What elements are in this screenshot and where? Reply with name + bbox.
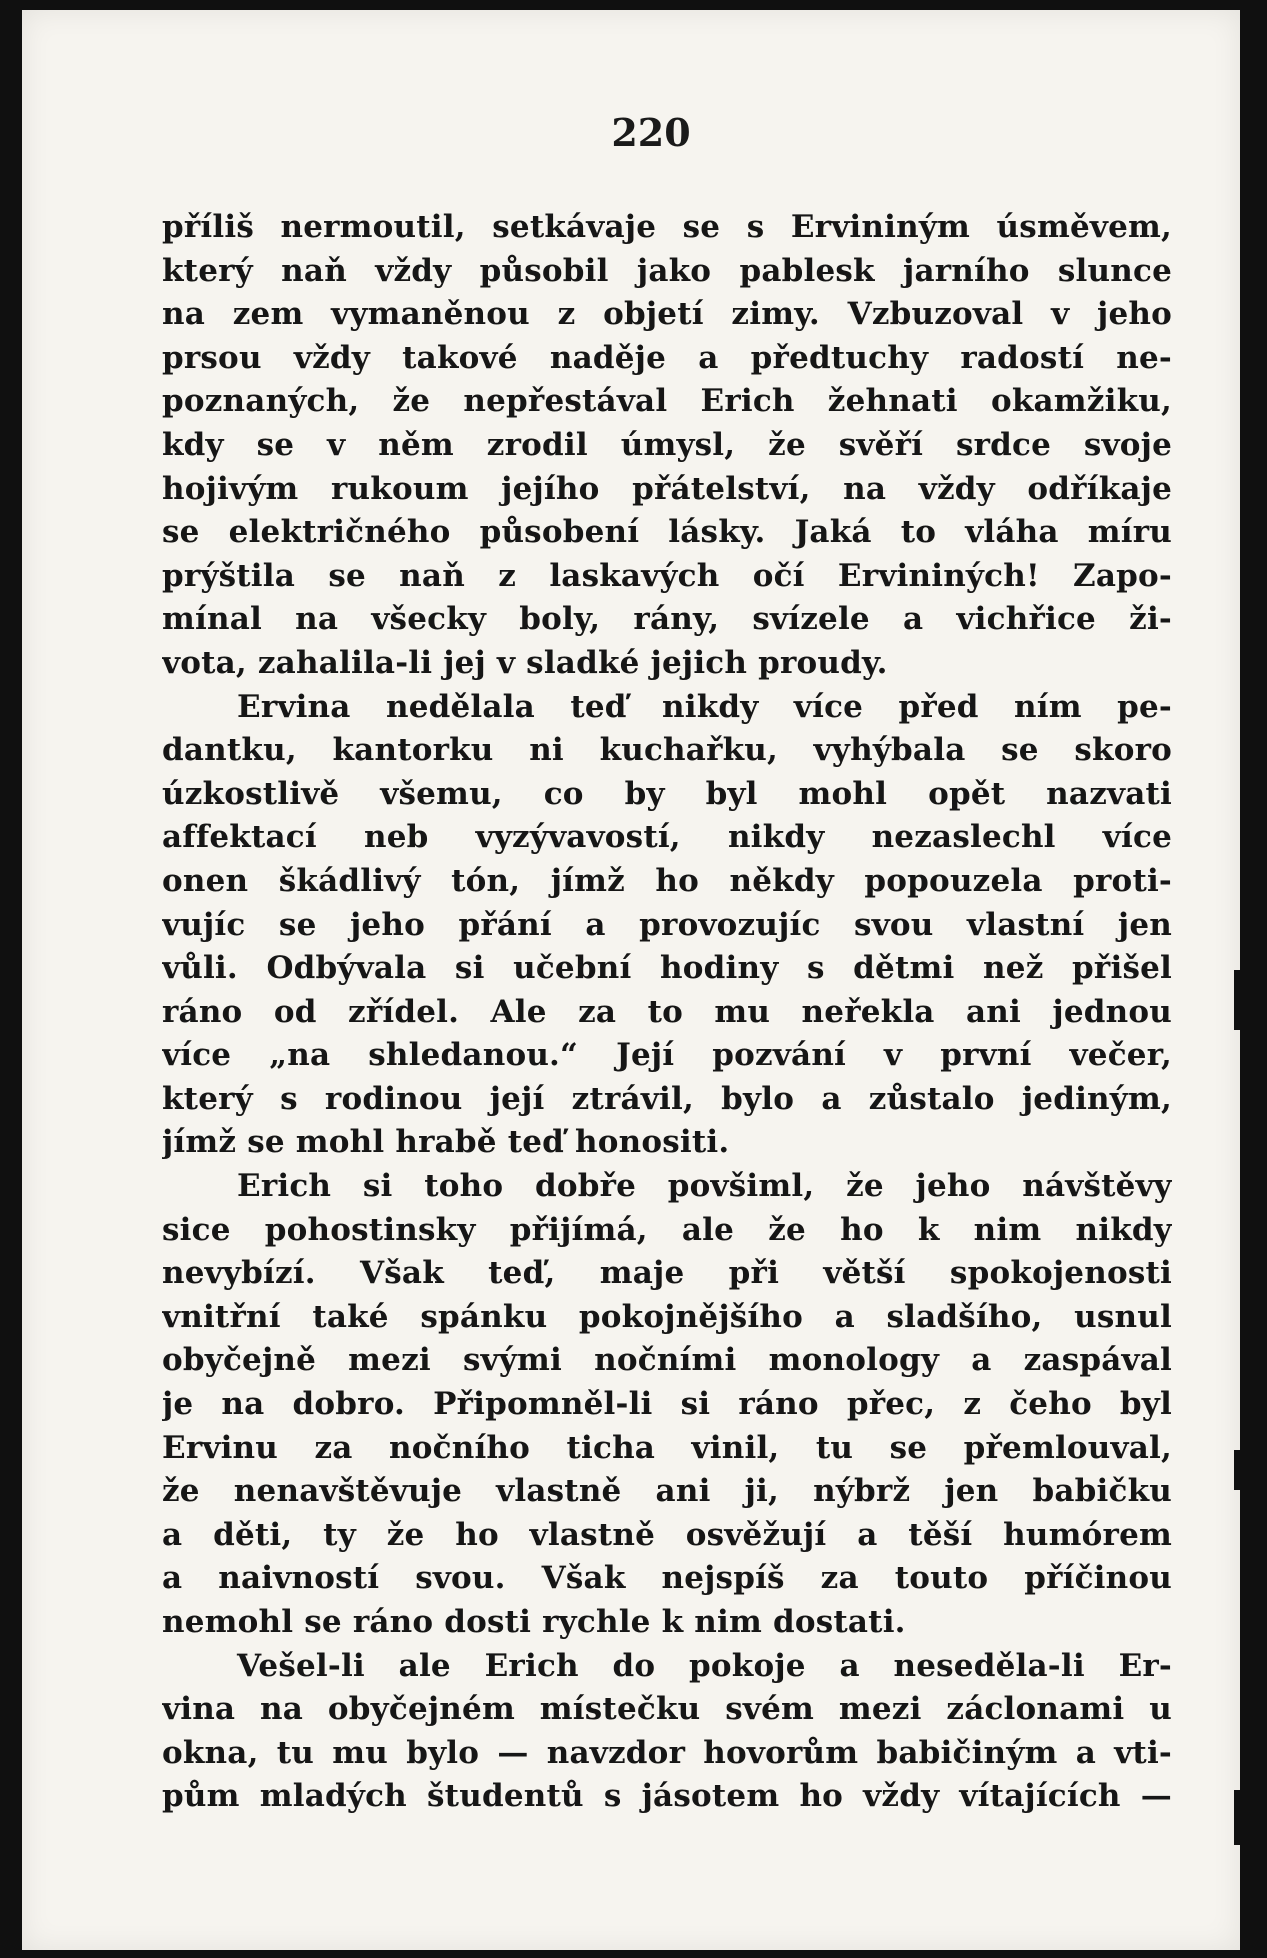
text-line: na zem vymaněnou z objetí zimy. Vzbuzoval v jeho [162,296,1172,333]
text-line: pům mladých študentů s jásotem ho vždy vítajících — [162,1778,1172,1815]
text-line: že nenavštěvuje vlastně ani ji, nýbrž jen babičku [162,1473,1172,1510]
text-line: příliš nermoutil, setkávaje se s Ervininým úsměvem, [162,209,1172,245]
text-line: úzkostlivě všemu, co by byl mohl opět nazvati [162,775,1172,812]
scan-edge-mark [1234,970,1240,1030]
text-line: je na dobro. Připomněl-li si ráno přec, z čeho byl [162,1386,1172,1423]
body-text [162,206,1172,1819]
text-line: Erich si toho dobře povšiml, že jeho návštěvy [237,1168,1172,1205]
text-line: vina na obyčejném místečku svém mezi záclonami u [162,1691,1172,1728]
text-line: obyčejně mezi svými nočními monology a zaspával [162,1342,1172,1379]
scan-edge-mark [1234,1450,1240,1490]
scan-edge-mark [1234,1790,1240,1845]
text-line: Ervina nedělala teď nikdy více před ním pe- [237,688,1172,725]
text-line: Vešel-li ale Erich do pokoje a neseděla-li Er- [237,1647,1172,1684]
text-line: onen škádlivý tón, jímž ho někdy popouzela proti- [162,862,1172,899]
text-line: ráno od zřídel. Ale za to mu neřekla ani jednou [162,993,1172,1030]
text-line: kdy se v něm zrodil úmysl, že svěří srdce svoje [162,426,1172,463]
text-line: a děti, ty že ho vlastně osvěžují a těší humórem [162,1516,1172,1553]
text-line: prsou vždy takové naděje a předtuchy radostí ne- [162,339,1172,376]
text-line: affektací neb vyzývavostí, nikdy nezaslechl více [162,819,1172,856]
text-line: Ervinu za nočního ticha vinil, tu se přemlouval, [162,1429,1172,1466]
text-line: okna, tu mu bylo — navzdor hovorům babičiným a vti- [162,1734,1172,1771]
text-line: nevybízí. Však teď, maje při větší spokojenosti [162,1255,1172,1292]
book-page [22,10,1240,1950]
text-line: vnitřní také spánku pokojnějšího a sladšího, usnul [162,1298,1172,1335]
text-line: sice pohostinsky přijímá, ale že ho k nim nikdy [162,1211,1172,1248]
text-line: poznaných, že nepřestával Erich žehnati okamžiku, [162,383,1172,420]
page-number: 220 [611,110,691,155]
text-line: hojivým rukoum jejího přátelství, na vždy odříkaje [162,470,1172,507]
text-line: jímž se mohl hrabě teď honositi. [162,1124,730,1161]
text-line: prýštila se naň z laskavých očí Ervininých! Zapo- [162,557,1172,594]
text-line: který naň vždy působil jako pablesk jarního slunce [162,252,1172,289]
text-line: a naivností svou. Však nejspíš za touto příčinou [162,1560,1172,1597]
text-line: se električného působení lásky. Jaká to vláha míru [162,514,1172,551]
text-line: který s rodinou její ztrávil, bylo a zůstalo jediným, [162,1080,1172,1117]
text-line: nemohl se ráno dosti rychle k nim dostati. [162,1604,906,1640]
text-line: vota, zahalila-li jej v sladké jejich proudy. [162,644,888,681]
text-line: dantku, kantorku ni kuchařku, vyhýbala se skoro [162,732,1172,769]
text-line: více „na shledanou.“ Její pozvání v první večer, [162,1037,1172,1074]
text-line: vůli. Odbývala si učební hodiny s dětmi než přišel [162,950,1172,987]
text-line: vujíc se jeho přání a provozujíc svou vlastní jen [162,906,1172,943]
text-line: mínal na všecky boly, rány, svízele a vichřice ži- [162,601,1172,638]
